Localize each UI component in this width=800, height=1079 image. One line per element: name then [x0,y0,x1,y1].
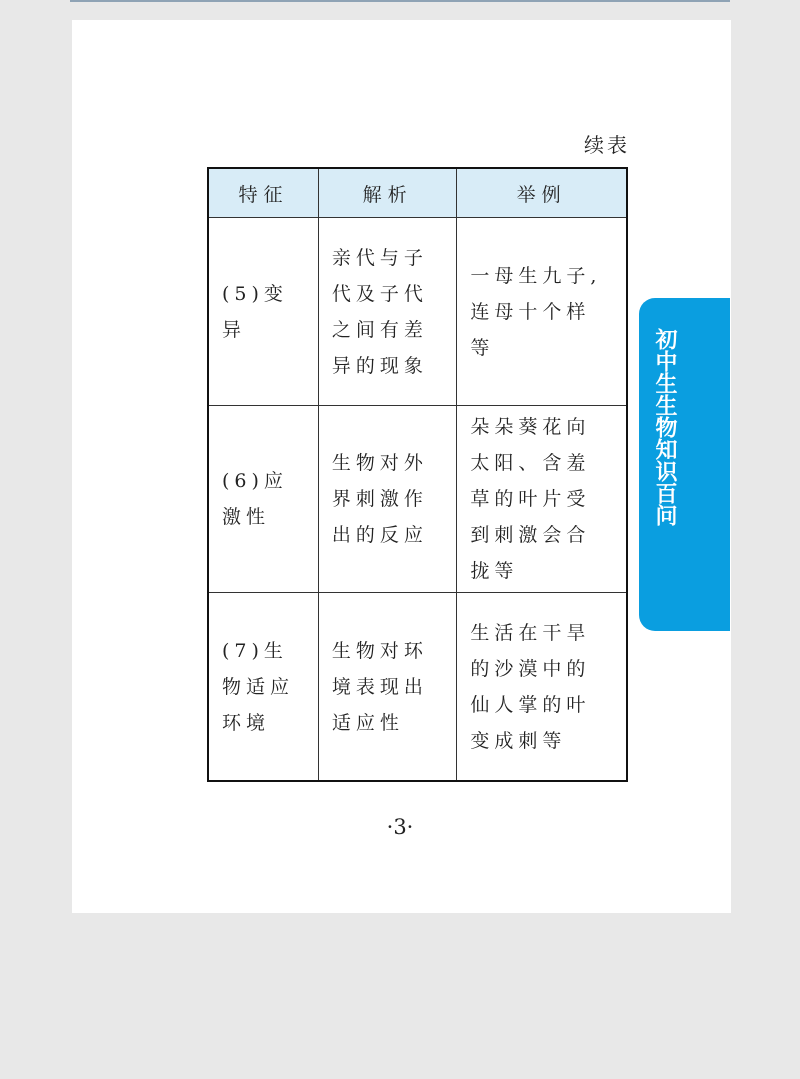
table-row [208,406,627,593]
side-tab [639,298,730,631]
analysis-cell: 亲代与子代及子代之间有差异的现象 [318,218,456,406]
table-header-row [208,168,627,218]
feature-cell: (6)应激性 [208,406,318,593]
analysis-cell: 生物对外界刺激作出的反应 [318,406,456,593]
header-feature: 特征 [208,168,318,218]
knowledge-table [207,167,628,782]
example-cell: 生活在干旱的沙漠中的仙人掌的叶变成刺等 [457,593,627,782]
table-row [208,218,627,406]
continued-label: 续表 [584,133,630,157]
feature-cell: (5)变异 [208,218,318,406]
example-cell: 朵朵葵花向太阳、含羞草的叶片受到刺激会合拢等 [457,406,627,593]
side-tab-title: 初中生生物知识百问 [652,328,677,526]
example-cell: 一母生九子,连母十个样等 [457,218,627,406]
table-row [208,593,627,782]
header-example: 举例 [457,168,627,218]
page-number: ·3· [386,815,414,839]
top-rule [70,0,730,2]
header-analysis: 解析 [318,168,456,218]
feature-cell: (7)生物适应环境 [208,593,318,782]
analysis-cell: 生物对环境表现出适应性 [318,593,456,782]
